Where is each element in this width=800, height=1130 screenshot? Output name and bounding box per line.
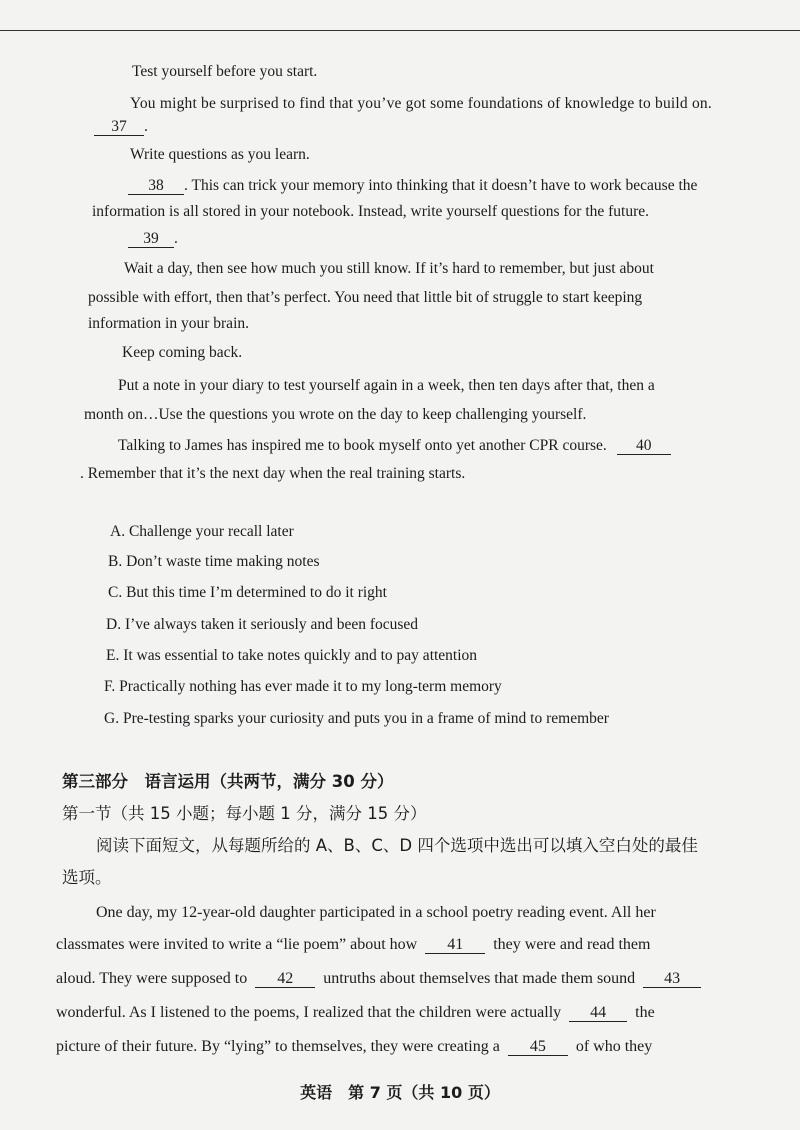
option-f: F. Practically nothing has ever made it to my long-term memory [104, 678, 502, 695]
passage-line: month on…Use the questions you wrote on the day to keep challenging yourself. [84, 406, 587, 423]
option-c: C. But this time I’m determined to do it right [108, 584, 387, 601]
cloze-line: classmates were invited to write a “lie poem” about how 41 they were and read them [56, 936, 651, 953]
cloze-line: aloud. They were supposed to 42 untruths about themselves that made them sound 43 [56, 969, 701, 989]
option-g: G. Pre-testing sparks your curiosity and puts you in a frame of mind to remember [104, 710, 609, 727]
blank-40: 40 [617, 437, 671, 455]
blank-39: 39 [128, 230, 174, 248]
passage-line: Keep coming back. [122, 344, 243, 361]
passage-line: Test yourself before you start. [132, 63, 318, 80]
passage-line: possible with effort, then that’s perfect. You need that little bit of struggle to start keeping [88, 289, 643, 306]
instructions: 选项。 [62, 868, 112, 887]
passage-line: Talking to James has inspired me to book myself onto yet another CPR course. 40 [118, 436, 671, 456]
section-heading: 第三部分 语言运用（共两节，满分 30 分） [62, 772, 394, 791]
option-d: D. I’ve always taken it seriously and been focused [106, 616, 419, 633]
passage-line: Write questions as you learn. [130, 146, 310, 163]
cloze-line: One day, my 12-year-old daughter participated in a school poetry reading event. All her [96, 904, 656, 921]
blank-41: 41 [425, 936, 485, 954]
passage-line: information in your brain. [88, 315, 249, 332]
blank-42: 42 [255, 970, 315, 988]
top-rule [0, 30, 800, 31]
passage-line: Put a note in your diary to test yourself again in a week, then ten days after that, then a [118, 377, 655, 394]
blank-37: 37 [94, 118, 144, 136]
passage-line: . Remember that it’s the next day when the real training starts. [80, 465, 466, 482]
cloze-line: picture of their future. By “lying” to themselves, they were creating a 45 of who they [56, 1038, 653, 1055]
passage-line: You might be surprised to find that you’ve got some foundations of knowledge to build on. [130, 95, 712, 112]
passage-line: 37 . [94, 117, 148, 137]
blank-43: 43 [643, 970, 701, 988]
page-footer: 英语 第 7 页（共 10 页） [300, 1083, 500, 1102]
option-b: B. Don’t waste time making notes [108, 553, 320, 570]
passage-line: 38 . This can trick your memory into thinking that it doesn’t have to work because the [128, 176, 697, 196]
section-subheading: 第一节（共 15 小题；每小题 1 分，满分 15 分） [62, 804, 427, 823]
passage-line: Wait a day, then see how much you still know. If it’s hard to remember, but just about [124, 260, 654, 277]
option-e: E. It was essential to take notes quickly and to pay attention [106, 647, 478, 664]
passage-line: 39 . [128, 229, 178, 249]
cloze-line: wonderful. As I listened to the poems, I realized that the children were actually 44 the [56, 1004, 655, 1021]
instructions: 阅读下面短文，从每题所给的 A、B、C、D 四个选项中选出可以填入空白处的最佳 [96, 836, 698, 855]
blank-44: 44 [569, 1004, 627, 1022]
passage-line: information is all stored in your notebook. Instead, write yourself questions for the future. [92, 203, 650, 220]
option-a: A. Challenge your recall later [110, 523, 294, 540]
blank-45: 45 [508, 1038, 568, 1056]
blank-38: 38 [128, 177, 184, 195]
